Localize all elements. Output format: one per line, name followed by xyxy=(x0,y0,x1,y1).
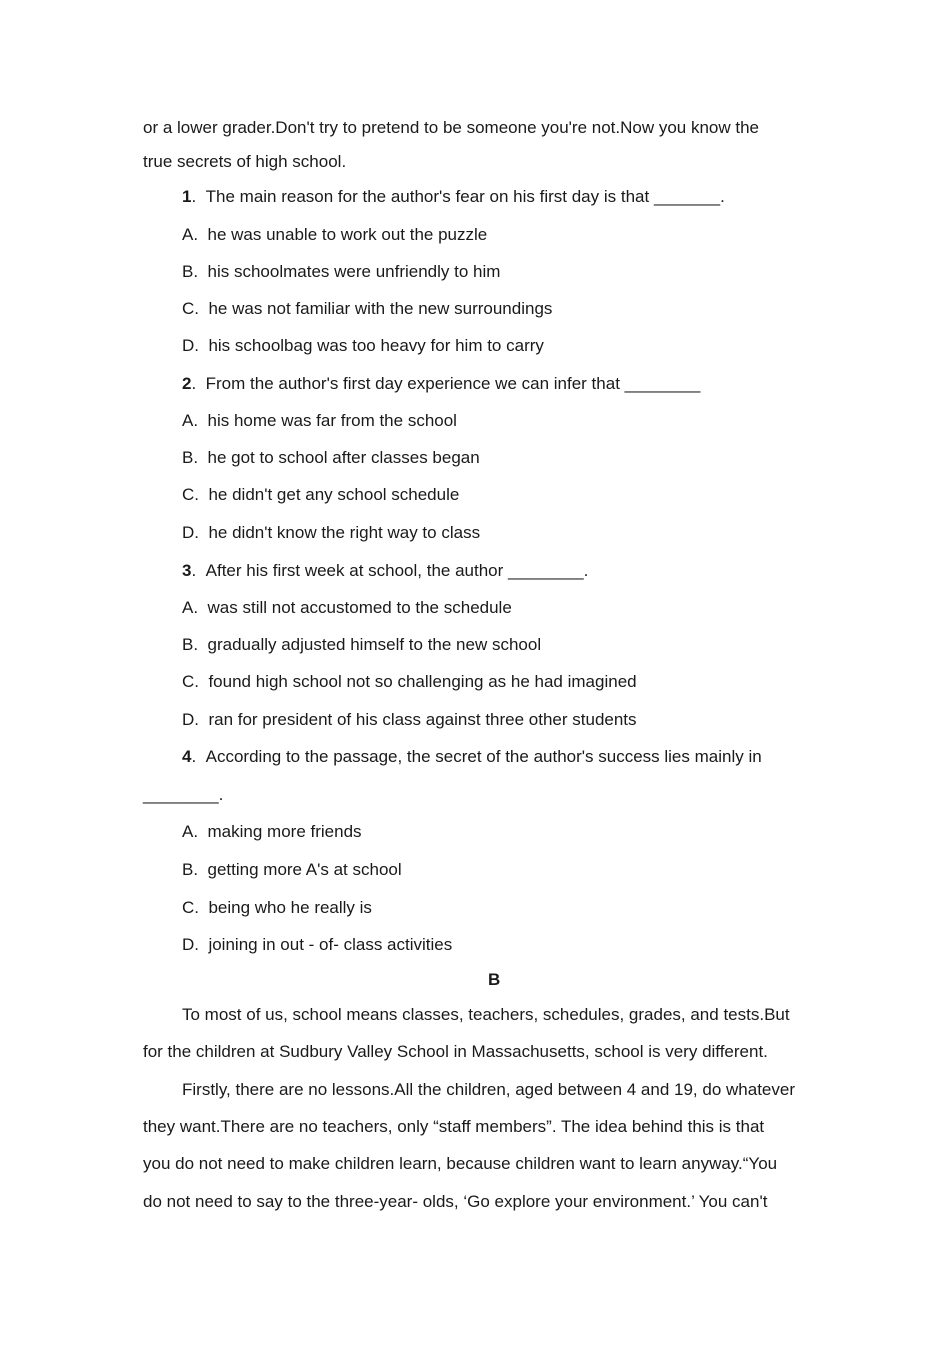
option-1d xyxy=(182,336,544,356)
option-2b xyxy=(182,448,480,468)
option-4a xyxy=(182,822,362,842)
question-2: 2. From the author's first day experience we can infer that ________ xyxy=(182,374,701,393)
passage-line-1: To most of us, school means classes, teachers, schedules, grades, and tests.But xyxy=(182,1005,790,1024)
option-2a xyxy=(182,411,457,431)
option-letter: B. xyxy=(182,860,199,879)
option-3a xyxy=(182,598,512,618)
passage-line-3: Firstly, there are no lessons.All the children, aged between 4 and 19, do whatever xyxy=(182,1080,795,1099)
option-3d xyxy=(182,710,637,730)
question-stem: According to the passage, the secret of the author's success lies mainly in xyxy=(205,747,762,766)
option-letter: C. xyxy=(182,299,199,318)
question-1: 1. The main reason for the author's fear on his first day is that _______. xyxy=(182,187,725,206)
intro-line-2: true secrets of high school. xyxy=(143,152,347,171)
option-4c xyxy=(182,898,372,918)
question-stem: After his first week at school, the author ________. xyxy=(205,561,589,580)
option-text: his home was far from the school xyxy=(207,411,457,430)
option-1b xyxy=(182,262,500,282)
question-number: 4 xyxy=(182,747,192,766)
question-3: 3. After his first week at school, the author ________. xyxy=(182,561,589,580)
option-2d xyxy=(182,523,480,543)
passage-line-6: do not need to say to the three-year- olds, ‘Go explore your environment.’ You can't xyxy=(143,1192,768,1211)
option-letter: B. xyxy=(182,262,199,281)
option-text: he didn't know the right way to class xyxy=(208,523,481,542)
intro-line-1: or a lower grader.Don't try to pretend to be someone you're not.Now you know the xyxy=(143,118,760,137)
option-letter: D. xyxy=(182,523,199,542)
passage-line-2: for the children at Sudbury Valley School in Massachusetts, school is very different. xyxy=(143,1042,768,1061)
option-text: gradually adjusted himself to the new school xyxy=(207,635,542,654)
option-1c xyxy=(182,299,552,319)
option-3c xyxy=(182,672,637,692)
option-letter: D. xyxy=(182,336,199,355)
option-2c xyxy=(182,485,459,505)
option-4d xyxy=(182,935,452,955)
option-text: he was not familiar with the new surroundings xyxy=(208,299,553,318)
option-text: getting more A's at school xyxy=(207,860,402,879)
option-text: his schoolmates were unfriendly to him xyxy=(207,262,501,281)
question-number: 3 xyxy=(182,561,192,580)
option-text: being who he really is xyxy=(208,898,372,917)
option-text: ran for president of his class against three other students xyxy=(208,710,637,729)
option-letter: A. xyxy=(182,411,199,430)
option-4b xyxy=(182,860,402,880)
option-text: he didn't get any school schedule xyxy=(208,485,460,504)
option-letter: D. xyxy=(182,710,199,729)
option-letter: B. xyxy=(182,635,199,654)
option-letter: A. xyxy=(182,225,199,244)
option-letter: C. xyxy=(182,898,199,917)
option-letter: C. xyxy=(182,672,199,691)
passage-line-5: you do not need to make children learn, because children want to learn anyway.“You xyxy=(143,1154,778,1173)
option-text: found high school not so challenging as he had imagined xyxy=(208,672,637,691)
question-number: 1 xyxy=(182,187,192,206)
option-letter: A. xyxy=(182,598,199,617)
option-text: his schoolbag was too heavy for him to carry xyxy=(208,336,544,355)
option-text: was still not accustomed to the schedule xyxy=(207,598,512,617)
option-letter: B. xyxy=(182,448,199,467)
option-text: joining in out - of- class activities xyxy=(208,935,453,954)
question-number: 2 xyxy=(182,374,192,393)
question-stem: The main reason for the author's fear on his first day is that _______. xyxy=(205,187,725,206)
section-heading: B xyxy=(488,970,501,989)
question-4-blank: ________. xyxy=(143,785,224,804)
passage-line-4: they want.There are no teachers, only “staff members”. The idea behind this is that xyxy=(143,1117,765,1136)
option-letter: C. xyxy=(182,485,199,504)
option-text: he got to school after classes began xyxy=(207,448,480,467)
option-letter: A. xyxy=(182,822,199,841)
question-4: 4. According to the passage, the secret of the author's success lies mainly in xyxy=(182,747,762,766)
question-stem: From the author's first day experience we can infer that ________ xyxy=(205,374,701,393)
option-text: making more friends xyxy=(207,822,362,841)
option-3b xyxy=(182,635,541,655)
option-letter: D. xyxy=(182,935,199,954)
option-1a xyxy=(182,225,487,245)
option-text: he was unable to work out the puzzle xyxy=(207,225,488,244)
